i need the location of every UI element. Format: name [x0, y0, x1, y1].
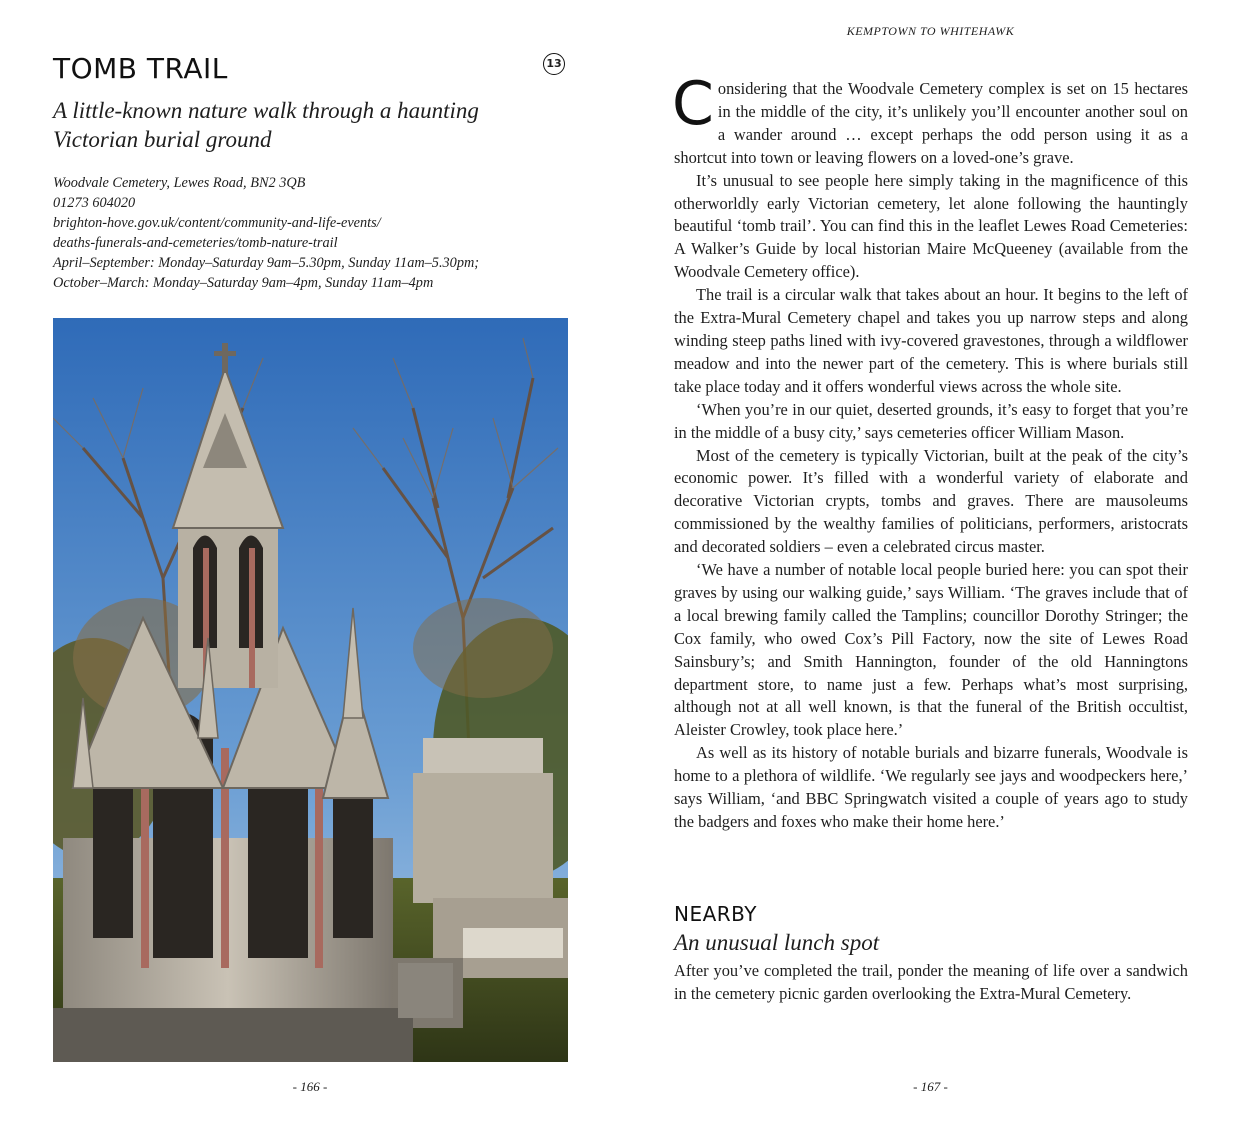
venue-hours-summer: April–September: Monday–Saturday 9am–5.30pm, Sunday 11am–5.30pm; — [53, 255, 480, 271]
page-number-left: - 166 - — [292, 1079, 328, 1094]
nearby-heading: NEARBY — [674, 902, 758, 926]
paragraph-text: onsidering that the Woodvale Cemetery complex is set on 15 hectares in the middle of the city, it’s unlikely you’ll encounter another soul on a wander around … except perhaps the odd person using it as a shortcut into town or leaving flowers on a loved-one’s grave. — [674, 79, 1188, 167]
paragraph: Most of the cemetery is typically Victorian, built at the peak of the city’s economic power. It’s filled with a wonderful variety of elaborate and decorative Victorian crypts, tombs and graves. There are mausoleums commissioned by the wealthy families of politicians, performers, aristocrats and decorated soldiers – even a celebrated circus master. — [674, 445, 1188, 557]
entry-number-badge: 13 — [543, 53, 565, 75]
paragraph: As well as its history of notable burials and bizarre funerals, Woodvale is home to a plethora of wildlife. ‘We regularly see jays and woodpeckers here,’ says William, ‘and BBC Springwatch visited a couple of years ago to study the badgers and foxes who make their home here.’ — [674, 743, 1188, 831]
entry-title: TOMB TRAIL — [53, 52, 228, 85]
mausoleum-photo — [53, 318, 568, 1062]
nearby-subheading: An unusual lunch spot — [674, 930, 880, 955]
nearby-text: After you’ve completed the trail, ponder the meaning of life over a sandwich in the cemetery picnic garden overlooking the Extra-Mural Cemetery. — [674, 961, 1188, 1003]
running-head: KEMPTOWN TO WHITEHAWK — [846, 24, 1015, 38]
right-page — [620, 0, 1241, 1123]
paragraph: It’s unusual to see people here simply taking in the magnificence of this otherworldly early Victorian cemetery, let alone following the hauntingly beautiful ‘tomb trail’. You can find this in the leaflet Lewes Road Cemeteries: A Walker’s Guide by local historian Maire McQueeney (available from the Woodvale Cemetery office). — [674, 170, 1188, 282]
paragraph: The trail is a circular walk that takes about an hour. It begins to the left of the Extra-Mural Cemetery chapel and takes you up narrow steps and along winding steep paths lined with ivy-covered gravestones, through a wildflower meadow and into the newer part of the cemetery. This is where burials still take place today and it offers wonderful views across the whole site. — [674, 285, 1188, 396]
entry-subtitle: A little-known nature walk through a haunting Victorian burial ground — [53, 98, 479, 152]
drop-cap: C — [672, 69, 714, 139]
article-body — [672, 69, 1188, 834]
venue-website: brighton-hove.gov.uk/content/community-and-life-events/ — [53, 215, 381, 231]
venue-info — [53, 173, 593, 293]
venue-website-continued: deaths-funerals-and-cemeteries/tomb-nature-trail — [53, 235, 338, 251]
gothic-mausoleum-photo-icon — [53, 318, 568, 1062]
paragraph — [672, 69, 1188, 170]
venue-address: Woodvale Cemetery, Lewes Road, BN2 3QB — [53, 175, 306, 191]
left-page — [0, 0, 620, 1123]
venue-phone: 01273 604020 — [53, 195, 136, 211]
paragraph: ‘When you’re in our quiet, deserted grounds, it’s easy to forget that you’re in the middle of a busy city,’ says cemeteries officer William Mason. — [674, 399, 1188, 442]
paragraph: ‘We have a number of notable local people buried here: you can spot their graves by using our walking guide,’ says William. ‘The graves include that of a local brewing family called the Tamplins; councillor Dorothy Stringer; the Cox family, who owed Cox’s Pill Factory, now the site of Lewes Road Sainsbury’s; and Smith Hannington, founder of the old Hanningtons department store, to name just a few. Perhaps what’s most surprising, although not at all well known, is that the funeral of the British occultist, Aleister Crowley, took place here.’ — [674, 560, 1188, 740]
page-number-right: - 167 - — [913, 1079, 948, 1094]
venue-hours-winter: October–March: Monday–Saturday 9am–4pm, Sunday 11am–4pm — [53, 275, 434, 291]
